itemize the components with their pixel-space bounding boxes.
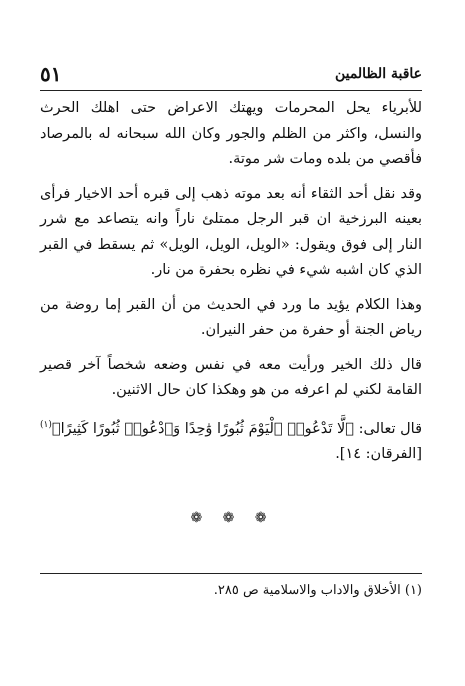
footnote-text: الأخلاق والاداب والاسلامية ص ٢٨٥. [213, 583, 401, 598]
header-rule [40, 90, 422, 91]
quran-quote [40, 413, 422, 468]
paragraph: وقد نقل أحد الثقاء أنه بعد موته ذهب إلى قبره أحد الاخيار فرأى بعينه البرزخية ان قبر الرجل ممتلئ ناراً وانه يتصاعد مع شرر النار إلى فوق ويقول: «الويل، الويل، الويل» ثم يسقط في القبر الذي كان اشبه شيء في نظره بحفرة من نار. [40, 185, 422, 278]
page-number: ٥١ [40, 62, 62, 86]
footnote-marker: (١) [404, 583, 422, 598]
footnote [40, 583, 422, 598]
quote-verse: ﴿لَّا تَدْعُوا۟ ٱلْيَوْمَ ثُبُورًا وَٰحِدًا وَٱدْعُوا۟ ثُبُورًا كَثِيرًا﴾ [51, 420, 354, 437]
footnote-rule [40, 573, 422, 574]
main-text [40, 96, 422, 476]
paragraph: وهذا الكلام يؤيد ما ورد في الحديث من أن القبر إما روضة من رياض الجنة أو حفرة من حفر النيران. [40, 296, 422, 338]
footnote-ref: (١) [40, 419, 52, 430]
section-ornament: ❁ ❁ ❁ [190, 510, 275, 526]
page-header [40, 60, 422, 88]
paragraph: للأبرياء يحل المحرمات ويهتك الاعراض حتى اهلك الحرث والنسل، واكثر من الظلم والجور وكان الله سبحانه له بالمرصاد فأقصي من بلده ومات شر موتة. [40, 100, 422, 167]
running-title: عاقبة الظالمين [334, 66, 422, 82]
quote-citation: [الفرقان: ١٤]. [335, 445, 422, 462]
paragraph: قال ذلك الخير ورأيت معه في نفس وضعه شخصاً آخر قصير القامة لكني لم اعرفه من هو وهكذا كان حال الاثنين. [40, 356, 422, 398]
quote-intro: قال تعالى: [358, 420, 422, 437]
